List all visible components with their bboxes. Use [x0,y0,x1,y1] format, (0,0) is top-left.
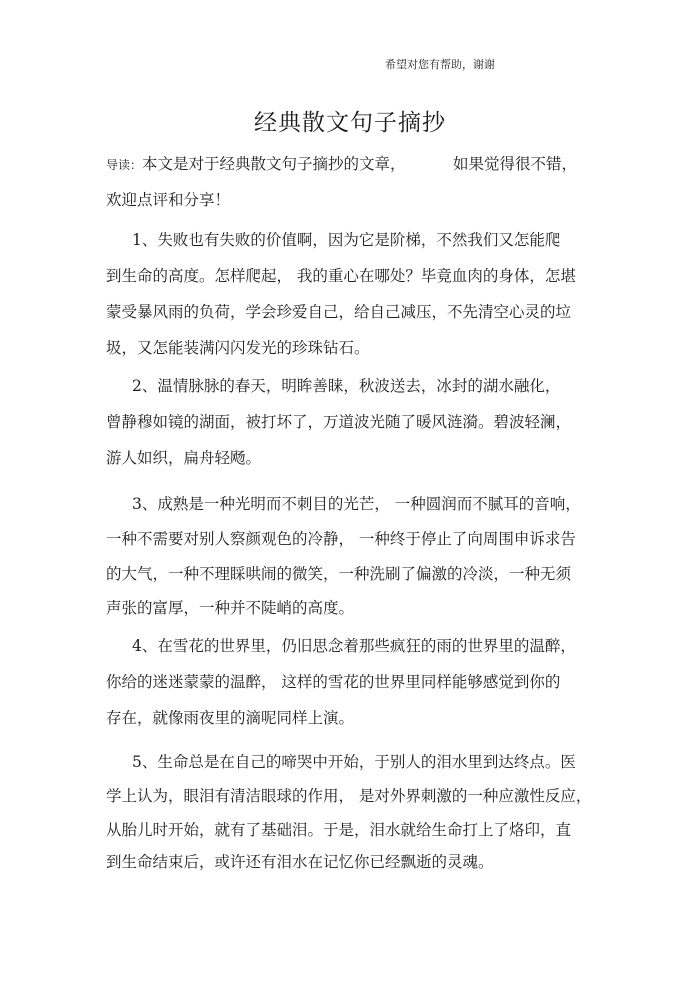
paragraph-5-line-2: 学上认为，眼泪有清洁眼球的作用， 是对外界刺激的一种应激性反应， [106,787,592,805]
paragraph-1-line-4: 圾，又怎能装满闪闪发光的珍珠钻石。 [106,339,370,357]
paragraph-3-line-2: 一种不需要对别人察颜观色的冷静， 一种终于停止了向周围申诉求告 [106,530,576,548]
paragraph-5-line-3: 从胎儿时开始，就有了基础泪。于是，泪水就给生命打上了烙印，直 [106,821,572,839]
paragraph-3-line-4: 声张的富厚，一种并不陡峭的高度。 [106,599,355,617]
paragraph-1-line-3: 蒙受暴风雨的负荷，学会珍爱自己，给自己减压，不先清空心灵的垃 [106,303,572,321]
document-title: 经典散文句子摘抄 [254,110,446,136]
paragraph-4-line-2: 你给的迷迷蒙蒙的温醉， 这样的雪花的世界里同样能够感觉到你的 [106,673,561,691]
intro-label: 导读： [106,158,143,172]
paragraph-3-line-3: 的大气，一种不理睬哄闹的微笑，一种洗刷了偏激的冷淡，一种无须 [106,565,572,583]
paragraph-4-line-1: 4、在雪花的世界里，仍旧思念着那些疯狂的雨的世界里的温醉， [132,637,576,655]
paragraph-5-line-1: 5、生命总是在自己的啼哭中开始，于别人的泪水里到达终点。医 [132,753,576,771]
header-note: 希望对您有帮助，谢谢 [385,58,495,71]
intro-text-1-tail: 如果觉得很不错， [453,155,578,173]
paragraph-2-line-1: 2、温情脉脉的春天，明眸善睐，秋波送去，冰封的湖水融化， [132,377,561,395]
paragraph-1-line-2: 到生命的高度。怎样爬起， 我的重心在哪处？毕竟血肉的身体，怎堪 [106,267,576,285]
paragraph-2-line-2: 曾静穆如镜的湖面，被打坏了，万道波光随了暖风涟漪。碧波轻澜， [106,413,572,431]
paragraph-3-line-1: 3、成熟是一种光明而不刺目的光芒， 一种圆润而不腻耳的音响， [132,495,581,513]
intro-line-1 [106,152,406,174]
paragraph-4-line-3: 存在，就像雨夜里的滴呢同样上演。 [106,709,355,727]
paragraph-2-line-3: 游人如织，扁舟轻飏。 [106,449,262,467]
paragraph-1-line-1: 1、失败也有失败的价值啊，因为它是阶梯，不然我们又怎能爬 [132,231,561,249]
intro-text-1: 本文是对于经典散文句子摘抄的文章， [142,155,406,173]
intro-line-2: 欢迎点评和分享！ [106,191,231,209]
paragraph-5-line-4: 到生命结束后，或许还有泪水在记忆你已经飘逝的灵魂。 [106,853,494,871]
